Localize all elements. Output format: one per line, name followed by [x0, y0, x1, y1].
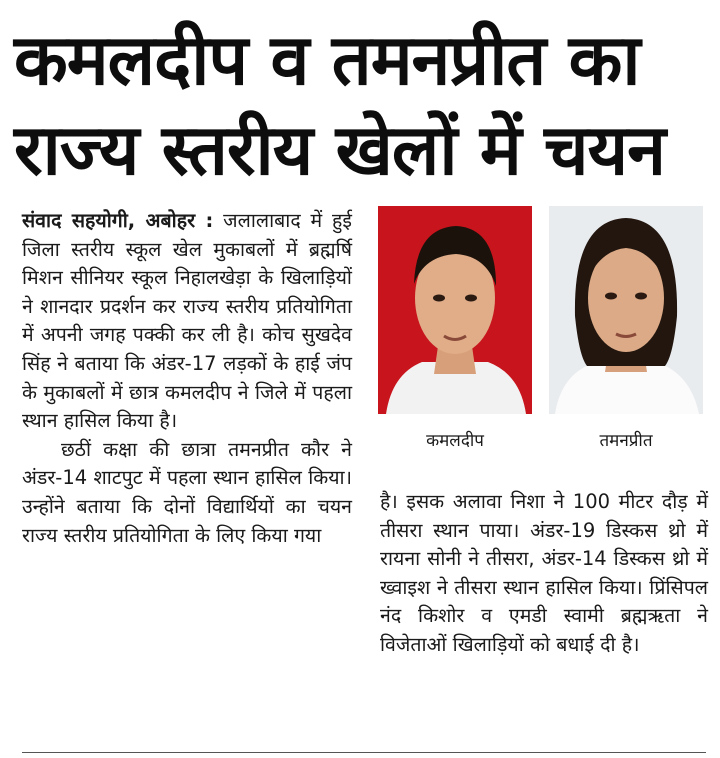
- photo-tamanpreet: [549, 206, 703, 414]
- dateline: संवाद सहयोगी, अबोहर :: [22, 209, 214, 232]
- paragraph-3: है। इसक अलावा निशा ने 100 मीटर दौड़ में तीसरा स्थान पाया। अंडर-19 डिस्कस थ्रो में रायना सोनी ने तीसरा, अंडर-14 डिस्कस थ्रो में ख्वाइश ने तीसरा स्थान हासिल किया। प्रिंसिपल नंद किशोर व एमडी स्वामी ब्रह्मऋता ने विजेताओं खिलाड़ियों को बधाई दी है।: [380, 490, 708, 656]
- photo-kamaldeep: [378, 206, 532, 414]
- headline-line-2: राज्य स्तरीय खेलों में चयन: [14, 109, 665, 191]
- portrait-girl-image: [549, 206, 703, 414]
- bottom-rule: [22, 752, 706, 753]
- paragraph-1: [22, 207, 352, 436]
- portrait-boy-image: [378, 206, 532, 414]
- paragraph-2: छठीं कक्षा की छात्रा तमनप्रीत कौर ने अंडर-14 शाटपुट में पहला स्थान हासिल किया। उन्होंने बताया कि दोनों विद्यार्थियों का चयन राज्य स्तरीय प्रतियोगिता के लिए किया गया: [22, 437, 352, 547]
- paragraph-1-text: जलालाबाद में हुई जिला स्तरीय स्कूल खेल मुकाबलों में ब्रह्मर्षि मिशन सीनियर स्कूल निहालखेड़ा के खिलाड़ियों ने शानदार प्रदर्शन कर राज्य स्तरीय प्रतियोगिता में अपनी जगह पक्की कर ली है। कोच सुखदेव सिंह ने बताया कि अंडर-17 लड़कों के हाई जंप के मुकाबलों में छात्र कमलदीप ने जिले में पहला स्थान हासिल किया है।: [22, 209, 352, 433]
- article-column-left: [22, 207, 352, 550]
- photo-caption-tamanpreet: तमनप्रीत: [599, 431, 653, 451]
- headline-line-1: कमलदीप व तमनप्रीत का: [14, 19, 640, 101]
- article-column-right: [380, 488, 708, 660]
- photo-caption-kamaldeep: कमलदीप: [426, 431, 484, 451]
